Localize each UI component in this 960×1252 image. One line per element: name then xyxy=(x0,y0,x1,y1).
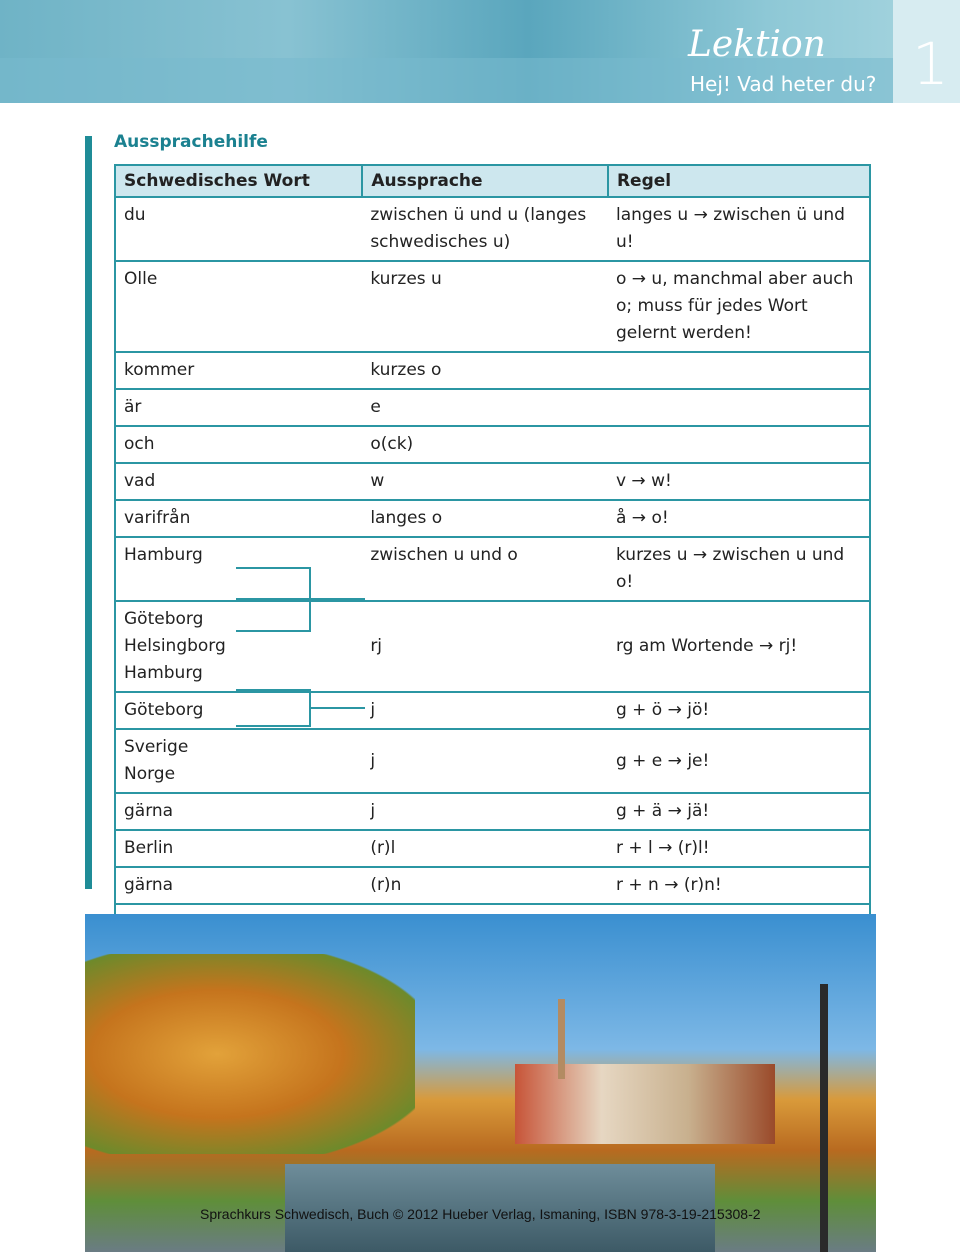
pronunciation-cell: langes o xyxy=(362,500,608,537)
word-cell: du xyxy=(115,197,362,261)
rule-cell: rg am Wortende → rj! xyxy=(608,601,870,692)
word-item: Helsingborg xyxy=(124,636,226,656)
rule-cell: kurzes u → zwischen u und o! xyxy=(608,537,870,601)
table-row xyxy=(115,463,870,500)
word-cell: vad xyxy=(115,463,362,500)
word-cell: gärna xyxy=(115,867,362,904)
word-cell xyxy=(115,601,362,692)
pronunciation-cell: zwischen u und o xyxy=(362,537,608,601)
table-row xyxy=(115,352,870,389)
table-row xyxy=(115,867,870,904)
word-cell: och xyxy=(115,426,362,463)
pronunciation-cell: e xyxy=(362,389,608,426)
header-pronunciation: Aussprache xyxy=(362,165,608,197)
rule-cell: o → u, manchmal aber auch o; muss für jedes Wort gelernt werden! xyxy=(608,261,870,352)
page-header xyxy=(0,0,960,103)
pronunciation-cell: j xyxy=(362,692,608,729)
rule-cell xyxy=(608,389,870,426)
bracket-pointer xyxy=(311,598,365,600)
word-item: Göteborg xyxy=(124,609,204,629)
pronunciation-table xyxy=(114,164,871,979)
rule-cell: å → o! xyxy=(608,500,870,537)
pronunciation-cell: o(ck) xyxy=(362,426,608,463)
word-cell: varifrån xyxy=(115,500,362,537)
table-row xyxy=(115,500,870,537)
word-cell: kommer xyxy=(115,352,362,389)
bracket2-pointer xyxy=(311,707,365,709)
word-cell: Göteborg xyxy=(115,692,362,729)
table-row xyxy=(115,601,870,692)
table-row xyxy=(115,830,870,867)
rule-cell: v → w! xyxy=(608,463,870,500)
word-item: Norge xyxy=(124,764,176,784)
pronunciation-cell: (r)n xyxy=(362,867,608,904)
rule-cell xyxy=(608,352,870,389)
table-header-row xyxy=(115,165,870,197)
header-rule: Regel xyxy=(608,165,870,197)
rule-cell: langes u → zwischen ü und u! xyxy=(608,197,870,261)
pronunciation-cell: kurzes u xyxy=(362,261,608,352)
lesson-subtitle: Hej! Vad heter du? xyxy=(690,72,877,96)
pronunciation-cell: (r)l xyxy=(362,830,608,867)
header-word: Schwedisches Wort xyxy=(115,165,362,197)
copyright-footer: Sprachkurs Schwedisch, Buch © 2012 Hueber Verlag, Ismaning, ISBN 978-3-19-215308-2 xyxy=(200,1206,761,1222)
bracket2-bottom-line xyxy=(236,725,311,727)
pronunciation-cell: j xyxy=(362,729,608,793)
table-row xyxy=(115,537,870,601)
rule-cell xyxy=(608,426,870,463)
bracket2-top-line xyxy=(236,689,311,691)
rule-cell: r + n → (r)n! xyxy=(608,867,870,904)
bracket-middle-line xyxy=(236,598,311,600)
word-item: Sverige xyxy=(124,737,189,757)
table-row xyxy=(115,197,870,261)
pronunciation-cell: kurzes o xyxy=(362,352,608,389)
bracket-bottom-line xyxy=(236,630,311,632)
rule-cell: g + ö → jö! xyxy=(608,692,870,729)
autumn-trees xyxy=(85,954,415,1154)
pronunciation-cell: rj xyxy=(362,601,608,692)
pronunciation-cell: zwischen ü und u (langes schwedisches u) xyxy=(362,197,608,261)
word-cell: Berlin xyxy=(115,830,362,867)
rule-cell: g + e → je! xyxy=(608,729,870,793)
table-row xyxy=(115,426,870,463)
word-cell: Hamburg xyxy=(115,537,362,601)
city-photo xyxy=(85,914,876,1252)
table-row xyxy=(115,261,870,352)
section-title: Aussprachehilfe xyxy=(114,132,268,152)
sidebar-accent-bar xyxy=(85,136,92,889)
pronunciation-cell: w xyxy=(362,463,608,500)
chapter-number: 1 xyxy=(912,30,949,98)
street-lamp xyxy=(820,984,828,1252)
bracket-top-line xyxy=(236,567,311,569)
rule-cell: g + ä → jä! xyxy=(608,793,870,830)
word-cell xyxy=(115,729,362,793)
table-row xyxy=(115,389,870,426)
word-cell: gärna xyxy=(115,793,362,830)
lektion-label: Lektion xyxy=(688,24,826,65)
buildings xyxy=(515,1064,775,1144)
table-row xyxy=(115,793,870,830)
table-row xyxy=(115,692,870,729)
chimney xyxy=(558,999,565,1079)
rule-cell: r + l → (r)l! xyxy=(608,830,870,867)
table-row xyxy=(115,729,870,793)
word-cell: är xyxy=(115,389,362,426)
word-cell: Olle xyxy=(115,261,362,352)
word-item: Hamburg xyxy=(124,663,203,683)
pronunciation-cell: j xyxy=(362,793,608,830)
